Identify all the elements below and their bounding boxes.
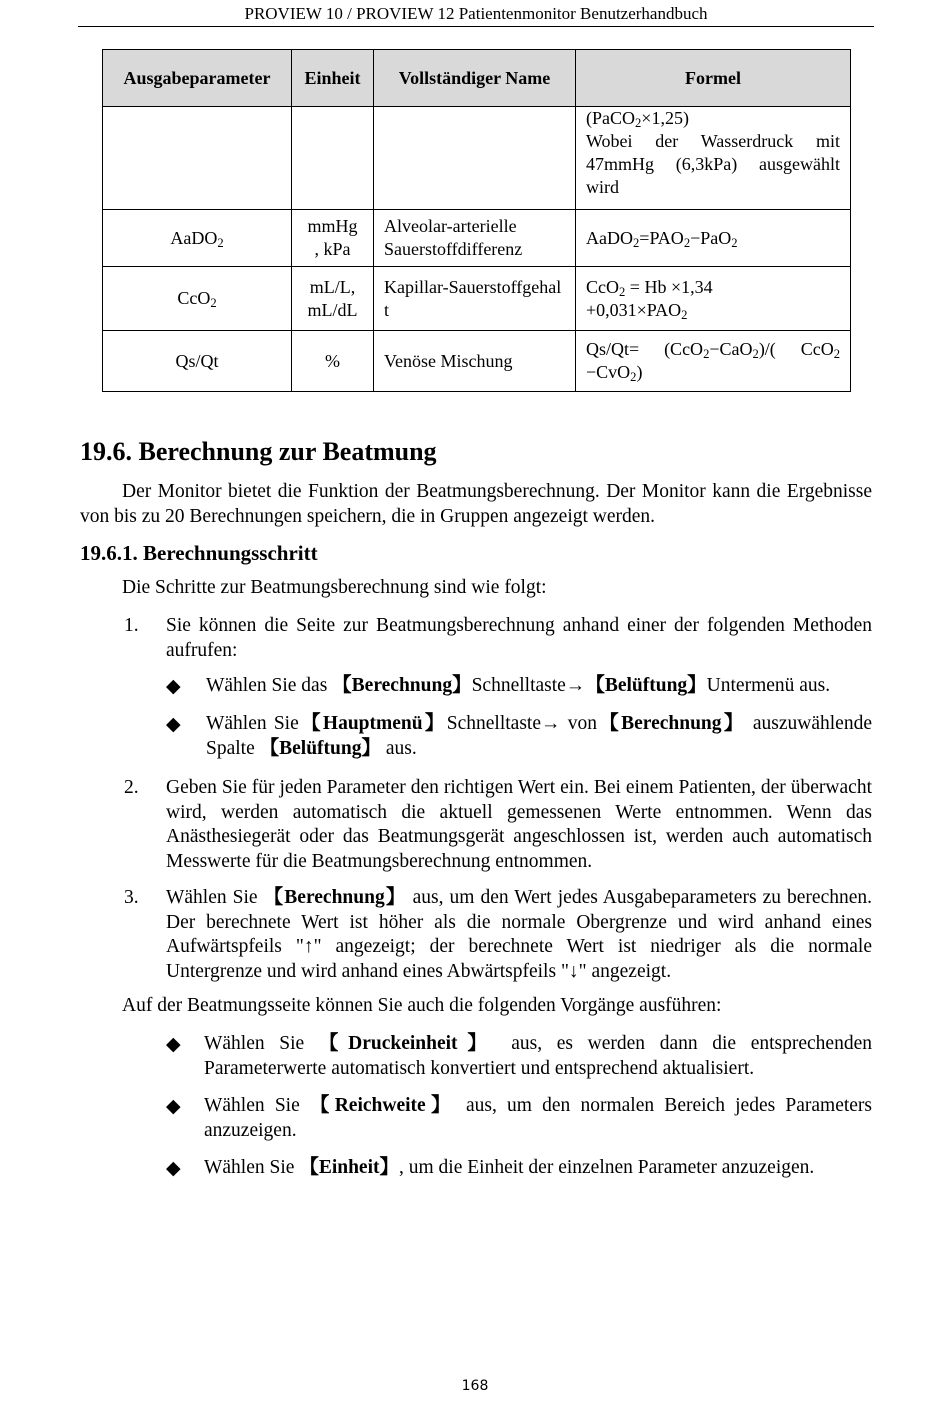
unit-cell: % bbox=[292, 331, 374, 392]
step-number: 1. bbox=[124, 615, 139, 636]
step-text: Sie können die Seite zur Beatmungsberechnung anhand einer der folgenden Methoden aufrufen: bbox=[166, 615, 872, 661]
header-rule bbox=[78, 26, 874, 27]
step-number: 2. bbox=[124, 777, 139, 798]
formula-cell: Qs/Qt= (CcO$_2$−CaO$_2$)/( CcO$_2$ −CvO$_2$) bbox=[576, 331, 851, 392]
bullet-diamond-icon: ◆ bbox=[166, 1034, 181, 1055]
bullet-item: Wählen Sie 【Einheit】, um die Einheit der einzelnen Parameter anzuzeigen. bbox=[204, 1157, 815, 1178]
section-intro: Der Monitor bietet die Funktion der Beatmungsberechnung. Der Monitor kann die Ergebnisse von bis zu 20 Berechnungen speichern, die in Gruppen angezeigt werden. bbox=[80, 481, 872, 527]
table-row bbox=[103, 210, 851, 267]
col-header-unit: Einheit bbox=[292, 50, 374, 107]
bullet-diamond-icon: ◆ bbox=[166, 714, 181, 735]
fullname-cell: Alveolar-arterielle Sauerstoffdifferenz bbox=[374, 210, 576, 267]
step-number: 3. bbox=[124, 887, 139, 908]
table-row bbox=[103, 331, 851, 392]
page-number: 168 bbox=[461, 1378, 489, 1394]
section-title: 19.6. Berechnung zur Beatmung bbox=[80, 437, 437, 466]
formula-cell: $+0,031\times PAO_2$ bbox=[586, 299, 688, 322]
col-header-output: Ausgabeparameter bbox=[103, 50, 292, 107]
unit-cell: mmHg bbox=[307, 216, 358, 236]
table-row bbox=[103, 107, 851, 210]
operations-intro: Auf der Beatmungsseite können Sie auch die folgenden Vorgänge ausführen: bbox=[122, 995, 722, 1016]
unit-cell: , kPa bbox=[314, 239, 351, 259]
unit-cell: mL/dL bbox=[307, 299, 358, 320]
param-cell: AaDO$_2$ bbox=[103, 210, 292, 267]
bullet-item: Wählen Sie 【Druckeinheit】 aus, es werden dann die entsprechenden Parameterwerte automatisch konvertiert und entsprechend aktualisiert. bbox=[204, 1033, 872, 1079]
table-header-row bbox=[103, 50, 851, 107]
unit-cell: mL/L, bbox=[309, 276, 356, 297]
bullet-diamond-icon: ◆ bbox=[166, 1158, 181, 1179]
steps-intro: Die Schritte zur Beatmungsberechnung sind wie folgt: bbox=[122, 577, 547, 598]
formula-cell: Wobei der Wasserdruck mit 47mmHg (6,3kPa) ausgewählt wird bbox=[586, 131, 840, 197]
bullet-item: Wählen Sie 【Reichweite】 aus, um den normalen Bereich jedes Parameters anzuzeigen. bbox=[204, 1095, 873, 1141]
bullet-diamond-icon: ◆ bbox=[166, 1096, 181, 1117]
table-row bbox=[103, 267, 851, 331]
bullet-item: Wählen Sie【Hauptmenü】Schnelltaste→ von【Berechnung】 auszuwählende Spalte 【Belüftung】 aus. bbox=[206, 713, 872, 759]
formula-cell: CcO$_2$ = Hb ×1,34 bbox=[586, 276, 713, 299]
subsection-title: 19.6.1. Berechnungsschritt bbox=[80, 541, 318, 565]
formula-cell: (PaCO$_2$×1,25) bbox=[586, 108, 689, 131]
param-cell: Qs/Qt bbox=[103, 331, 292, 392]
formula-cell: $AaDO_2=PAO_2-PaO_2$ bbox=[576, 210, 851, 267]
fullname-cell: Venöse Mischung bbox=[374, 331, 576, 392]
col-header-formula: Formel bbox=[576, 50, 851, 107]
step-text: Wählen Sie 【Berechnung】 aus, um den Wert jedes Ausgabeparameters zu berechnen. Der berechnete Wert ist höher als die normale Obergrenze und wird anhand eines Aufwärtspfeils "↑" angezeigt; der berechnete Wert ist niedriger als die normale Untergrenze und wird anhand eines Abwärtspfeils "↓" angezeigt. bbox=[166, 887, 873, 982]
param-cell: CcO$_2$ bbox=[103, 267, 292, 331]
page-header: PROVIEW 10 / PROVIEW 12 Patientenmonitor Benutzerhandbuch bbox=[244, 4, 708, 23]
fullname-cell: Kapillar-Sauerstoffgehalt bbox=[374, 267, 576, 331]
bullet-item: Wählen Sie das 【Berechnung】Schnelltaste→【Belüftung】Untermenü aus. bbox=[206, 675, 831, 696]
bullet-diamond-icon: ◆ bbox=[166, 676, 181, 697]
step-text: Geben Sie für jeden Parameter den richtigen Wert ein. Bei einem Patienten, der überwacht wird, werden automatisch die aktuell gemessenen Werte entnommen. Wenn das Anästhesiegerät oder das Beatmungsgerät angeschlossen ist, werden auch automatisch Messwerte für die Beatmungsberechnung entnommen. bbox=[166, 777, 872, 872]
parameter-table bbox=[102, 49, 851, 392]
col-header-fullname: Vollständiger Name bbox=[374, 50, 576, 107]
